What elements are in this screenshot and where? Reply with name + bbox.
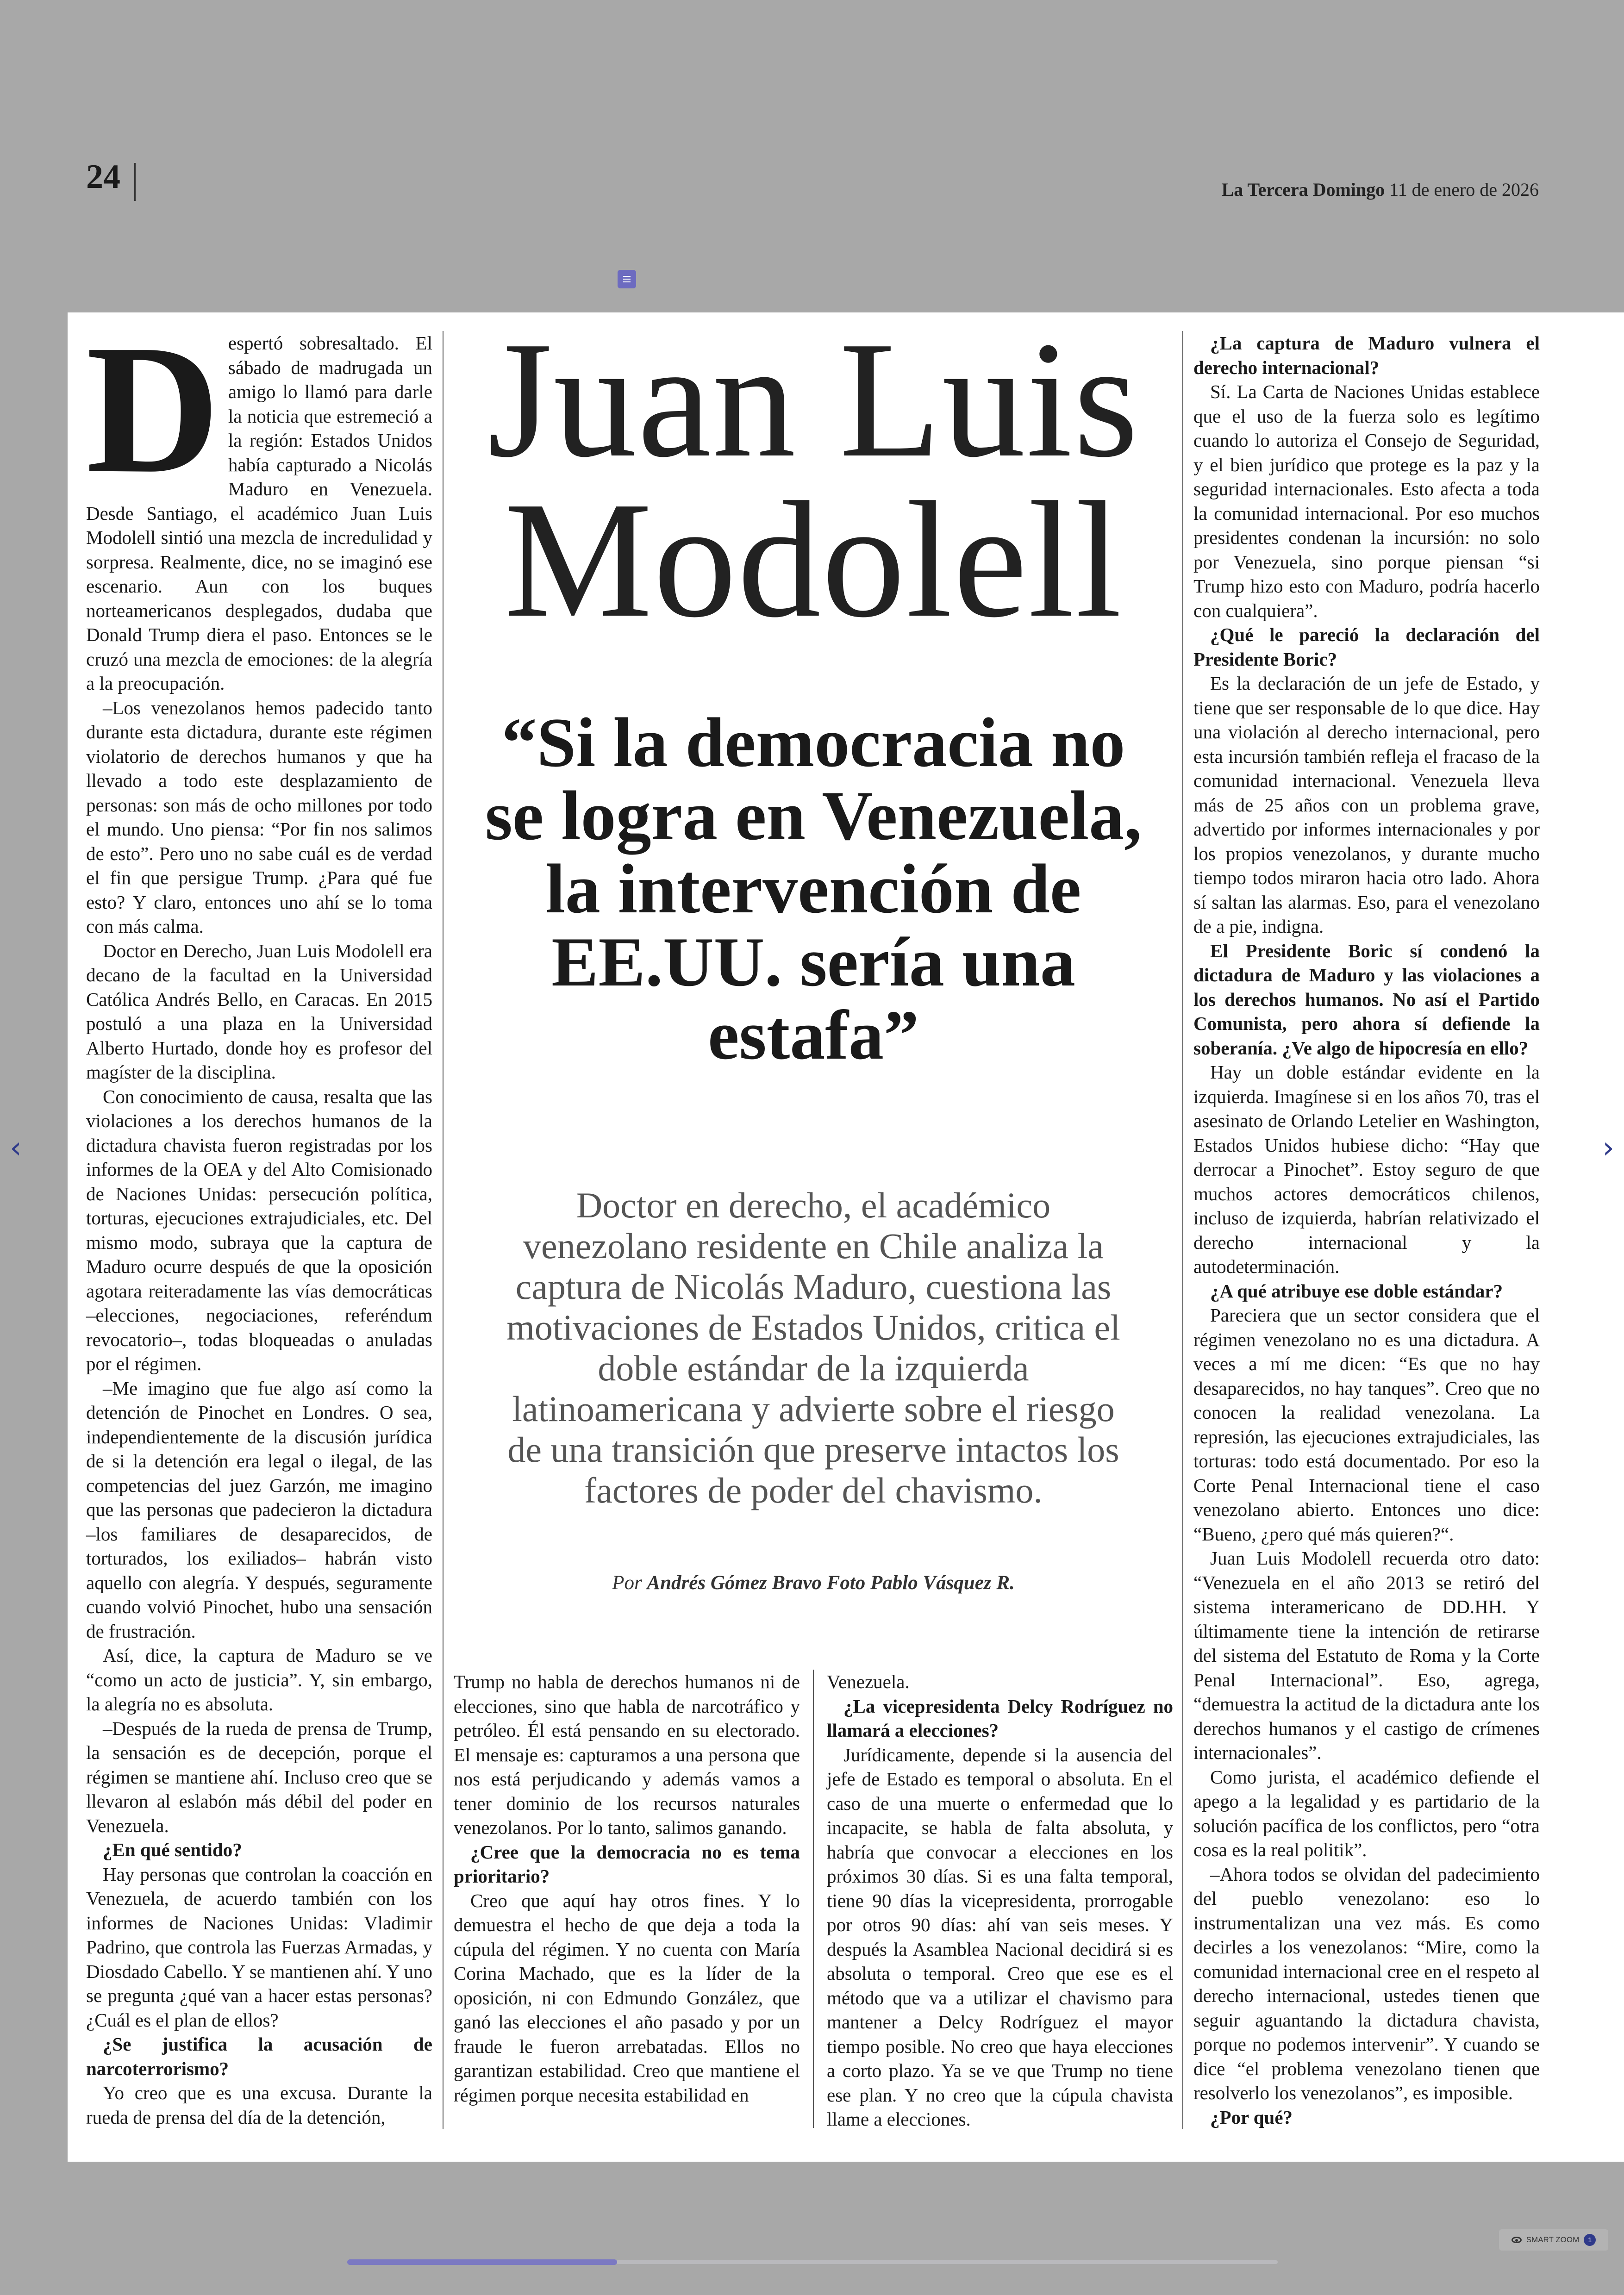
paragraph: –Ahora todos se olvidan del padecimiento del pueblo venezolano: eso lo instrumentalizan una vez más. Es como decirles a los venezolanos: “Mire, como la comunidad internacional cree en el respeto al derecho internacional, ustedes tienen que seguir aguantando la dictadura chavista, porque no podemos intervenir”. Y cuando se dice “el problema venezolano tienen que resolverlo los venezolanos”, es imposible. <box>1193 1863 1540 2103</box>
interview-question: ¿Por qué? <box>1210 2106 1293 2128</box>
masthead <box>1222 179 1539 200</box>
column-rule <box>1182 331 1183 2129</box>
smart-zoom-badge: 1 <box>1584 2234 1596 2246</box>
name-line-2: Modolell <box>504 467 1123 652</box>
paragraph: Doctor en Derecho, Juan Luis Modolell era decano de la facultad en la Universidad Católica Andrés Bello, en Caracas. En 2015 postuló a una plaza en la Universidad Alberto Hurtado, donde hoy es profesor del magíster de la disciplina. <box>86 940 432 1083</box>
paragraph: Con conocimiento de causa, resalta que las violaciones a los derechos humanos de la dictadura chavista fueron registradas por los informes de la OEA y del Alto Comisionado de Naciones Unidas: persecución política, torturas, ejecuciones extrajudiciales, etc. Del mismo modo, subraya que la captura de Maduro ocurre después de que la oposición agotara reiteradamente las vías democráticas –elecciones, negociaciones, referéndum revocatorio–, todas bloqueadas o anuladas por el régimen. <box>86 1085 432 1374</box>
interviewee-name <box>454 307 1173 652</box>
paragraph: Pareciera que un sector considera que el régimen venezolano no es una dictadura. A veces a mí me dicen: “Es que no hay desaparecidos, no hay tanques”. Creo que no conocen la realidad venezolana. La represión, las ejecuciones extrajudiciales, las torturas: todo está documentado. Por eso la Corte Penal Internacional tiene el caso venezolano abierto. Entonces uno dice: “Bueno, ¿pero qué más quieren?“. <box>1193 1304 1540 1545</box>
paragraph: –Los venezolanos hemos padecido tanto durante esta dictadura, durante este régimen violatorio de derechos humanos y que ha llevado a todo este desplazamiento de personas: son más de ocho millones por todo el mundo. Uno piensa: “Por fin nos salimos de esto”. Pero uno no sabe cuál es de verdad el fin que persigue Trump. ¿Para qué fue esto? Y claro, entonces uno ahí se lo toma con más calma. <box>86 697 432 937</box>
article-column-4 <box>1193 331 1540 2129</box>
chevron-left-icon[interactable]: ‹ <box>10 1131 22 1165</box>
paragraph: Creo que aquí hay otros fines. Y lo demuestra el hecho de que deja a toda la cúpula del régimen. Y no cuenta con María Corina Machado, que es la líder de la oposición, ni con Edmundo González, que ganó las elecciones el año pasado y por un fraude le fueron arrebatadas. Ellos no garantizan estabilidad. Creo que mantiene el régimen porque necesita estabilidad en <box>454 1890 800 2106</box>
page-number-rule <box>134 163 136 201</box>
paragraph: Hay un doble estándar evidente en la izquierda. Imagínese si en los años 70, tras el asesinato de Orlando Letelier en Washington, Estados Unidos hubiese dicho: “Hay que derrocar a Pinochet”. Estoy seguro de que muchos actores democráticos chilenos, incluso de izquierda, habrían relativizado el derecho internacional y la autodeterminación. <box>1193 1061 1540 1277</box>
article-column-1 <box>86 306 432 2129</box>
interview-question: ¿En qué sentido? <box>103 1839 242 1860</box>
paragraph: Hay personas que controlan la coacción en Venezuela, de acuerdo también con los informes de Naciones Unidas: Vladimir Padrino, que controla las Fuerzas Armadas, y Diosdado Cabello. Y se mantienen ahí. Y uno se pregunta ¿qué van a hacer estas personas? ¿Cuál es el plan de ellos? <box>86 1863 432 2031</box>
smart-zoom-button[interactable] <box>1499 2229 1608 2251</box>
paragraph: Como jurista, el académico defiende el apego a la legalidad y es partidario de la solución pacífica de los conflictos, pero “otra cosa es la real politik”. <box>1193 1766 1540 1860</box>
interview-question: ¿Cree que la democracia no es tema prioritario? <box>454 1841 800 1887</box>
article-column-3 <box>827 1670 1173 2132</box>
eye-icon <box>1512 2237 1522 2243</box>
smart-zoom-label: SMART ZOOM <box>1526 2235 1580 2244</box>
standfirst: Doctor en derecho, el académico venezolano residente en Chile analiza la captura de Nicolás Maduro, cuestiona las motivaciones de Estados Unidos, critica el doble estándar de la izquierda latinoamericana y advierte sobre el riesgo de una transición que preserve intactos los factores de poder del chavismo. <box>506 1185 1120 1510</box>
paragraph: Trump no habla de derechos humanos ni de elecciones, sino que habla de narcotráfico y petróleo. Él está pensando en su electorado. El mensaje es: capturamos a una persona que nos está perjudicando y además vamos a tener dominio de los recursos naturales venezolanos. Por lo tanto, salimos ganando. <box>454 1671 800 1838</box>
column-rule <box>813 1670 814 2128</box>
interview-question: ¿Qué le pareció la declaración del Presidente Boric? <box>1193 624 1540 670</box>
paragraph: espertó sobresaltado. El sábado de madrugada un amigo lo llamó para darle la noticia que estremeció a la región: Estados Unidos había capturado a Nicolás Maduro en Venezuela. Desde Santiago, el académico Juan Luis Modolell sintió una mezcla de incredulidad y sorpresa. Realmente, dice, no se imaginó ese escenario. Aun con los buques norteamericanos desplegados, dudaba que Donald Trump diera el paso. Entonces se le cruzó una mezcla de emociones: de la alegría a la preocupación. <box>86 332 432 694</box>
paragraph: Juan Luis Modolell recuerda otro dato: “Venezuela en el año 2013 se retiró del sistema interamericano de DD.HH. Y últimamente tiene la intención de retirarse del sistema del Estatuto de Roma y la Corte Penal Internacional”. Eso, agrega, “demuestra la actitud de la dictadura ante los derechos humanos y el castigo de crímenes internacionales”. <box>1193 1547 1540 1763</box>
issue-date: 11 de enero de 2026 <box>1389 179 1539 200</box>
paragraph: Yo creo que es una excusa. Durante la rueda de prensa del día de la detención, <box>86 2082 432 2128</box>
paragraph: –Después de la rueda de prensa de Trump, la sensación es de decepción, porque el régimen se mantiene ahí. Incluso creo que se llevaron al eslabón más débil del poder en Venezuela. <box>86 1717 432 1836</box>
name-line-1: Juan Luis <box>487 307 1139 492</box>
page-number: 24 <box>86 158 120 196</box>
byline-credits: Andrés Gómez Bravo Foto Pablo Vásquez R. <box>647 1572 1015 1594</box>
paragraph: Jurídicamente, depende si la ausencia del jefe de Estado es temporal o absoluta. En el caso de una muerte o enfermedad que lo incapacite, se habla de falta absoluta, y habría que convocar a elecciones en los próximos 30 días. Si es una falta temporal, tiene 90 días la vicepresidenta, prorrogable por otros 90 días: ahí van seis meses. Y después la Asamblea Nacional decidirá si es absoluta o temporal. Creo que ese es el método que va a utilizar el chavismo para mantener a Delcy Rodríguez el mayor tiempo posible. No creo que haya elecciones a corto plazo. Ya se ve que Trump no tiene ese plan. Y no creo que la cúpula chavista llame a elecciones. <box>827 1744 1173 2130</box>
paragraph: –Me imagino que fue algo así como la detención de Pinochet en Londres. O sea, independientemente de la discusión jurídica de si la detención era legal o ilegal, de las competencias del juez Garzón, me imagino que las personas que padecieron la dictadura –los familiares de desaparecidos, de torturados, los exiliados– habrán visto aquello con alegría. Y después, seguramente cuando volvió Pinochet, hubo una sensación de frustración. <box>86 1377 432 1642</box>
note-marker-icon[interactable] <box>618 270 636 288</box>
chevron-right-icon[interactable]: › <box>1602 1131 1614 1165</box>
drop-cap: D <box>86 306 220 511</box>
paragraph: Es la declaración de un jefe de Estado, y tiene que ser responsable de lo que dice. Hay una violación al derecho internacional, pero esta incursión también refleja el fracaso de la comunidad internacional. Venezuela lleva más de 25 años con un problema grave, advertido por informes internacionales y por los propios venezolanos, y durante mucho tiempo todos miraron hacia otro lado. Ahora sí saltan las alarmas. Eso, para el venezolano de a pie, indigna. <box>1193 673 1540 937</box>
paragraph: Así, dice, la captura de Maduro se ve “como un acto de justicia”. Y, sin embargo, la alegría no es absoluta. <box>86 1645 432 1715</box>
paragraph: Venezuela. <box>827 1671 910 1692</box>
interview-question: ¿Se justifica la acusación de narcoterrorismo? <box>86 2033 432 2079</box>
byline-prefix: Por <box>612 1572 642 1594</box>
byline <box>454 1572 1173 1594</box>
interview-question: ¿La captura de Maduro vulnera el derecho internacional? <box>1193 332 1540 378</box>
article-column-2 <box>454 1670 800 2107</box>
page-scrollbar-thumb[interactable] <box>347 2259 617 2265</box>
headline-quote: “Si la democracia no se logra en Venezuela, la intervención de EE.UU. sería una estafa” <box>485 704 1142 1074</box>
interview-question: ¿La vicepresidenta Delcy Rodríguez no llamará a elecciones? <box>827 1695 1173 1741</box>
paragraph: Sí. La Carta de Naciones Unidas establece que el uso de la fuerza solo es legítimo cuando lo autoriza el Consejo de Seguridad, y el bien jurídico que protege es la paz y la seguridad internacionales. Esto afecta a toda la comunidad internacional. Por eso muchos presidentes condenan la incursión: no solo por Venezuela, sino porque piensan “si Trump hizo esto con Maduro, podría hacerlo con cualquiera”. <box>1193 381 1540 621</box>
publication-name: La Tercera Domingo <box>1221 179 1385 200</box>
interview-question: ¿A qué atribuye ese doble estándar? <box>1210 1280 1503 1302</box>
interview-question: El Presidente Boric sí condenó la dictadura de Maduro y las violaciones a los derechos humanos. No así el Partido Comunista, pero ahora sí defiende la soberanía. ¿Ve algo de hipocresía en ello? <box>1193 940 1540 1059</box>
